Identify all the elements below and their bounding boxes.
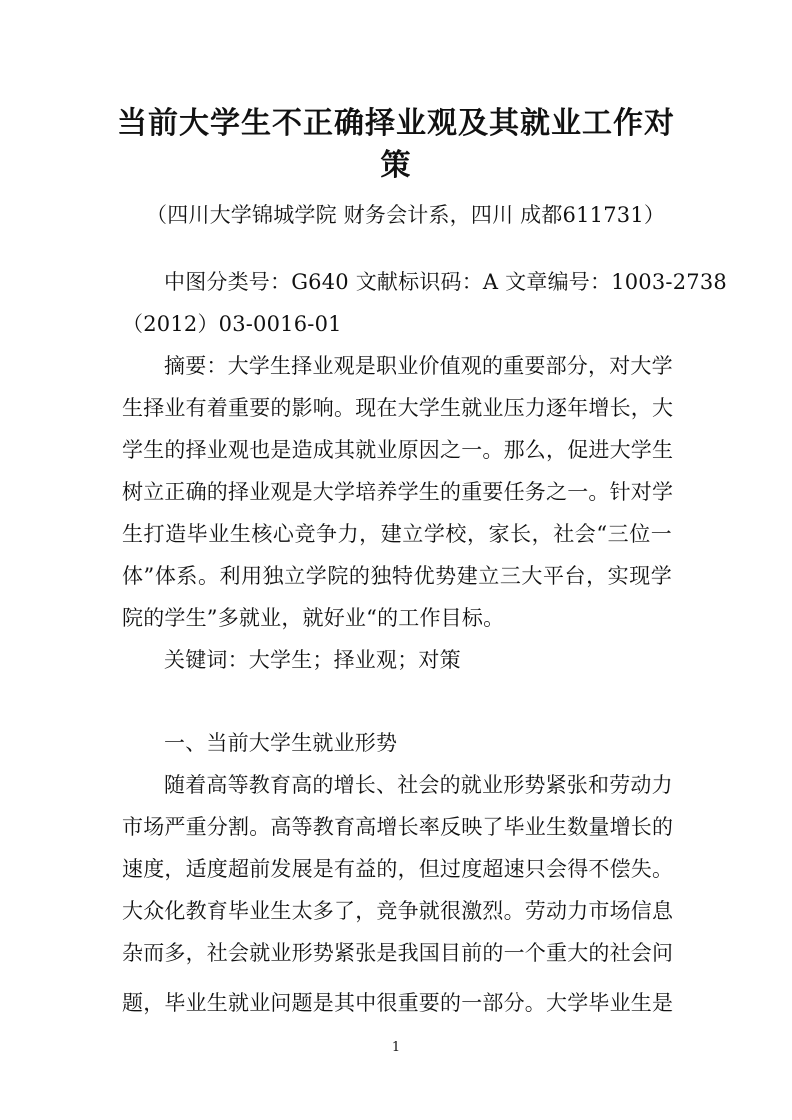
title-line-1: 当前大学生不正确择业观及其就业工作对	[117, 106, 675, 141]
body-line: 大众化教育毕业生太多了，竞争就很激烈。劳动力市场信息	[122, 899, 674, 923]
classification-line-1: 中图分类号：G640 文献标识码：A 文章编号：1003-2738	[164, 270, 727, 294]
body-line: 随着高等教育高的增长、社会的就业形势紧张和劳动力	[164, 773, 673, 797]
abstract-line: 院的学生”多就业，就好业“的工作目标。	[122, 606, 505, 630]
page-number: 1	[391, 1040, 401, 1055]
keywords: 关键词：大学生；择业观；对策	[164, 648, 461, 672]
abstract-line: 体”体系。利用独立学院的独特优势建立三大平台，实现学	[122, 564, 672, 588]
body-line: 题，毕业生就业问题是其中很重要的一部分。大学毕业生是	[122, 991, 674, 1015]
abstract-line: 生择业有着重要的影响。现在大学生就业压力逐年增长，大	[122, 396, 674, 420]
body-line: 速度，适度超前发展是有益的，但过度超速只会得不偿失。	[122, 857, 674, 881]
body-line: 市场严重分割。高等教育高增长率反映了毕业生数量增长的	[122, 815, 674, 839]
abstract-line: 学生的择业观也是造成其就业原因之一。那么，促进大学生	[122, 438, 674, 462]
abstract-line: 树立正确的择业观是大学培养学生的重要任务之一。针对学	[122, 480, 674, 504]
body-line: 杂而多，社会就业形势紧张是我国目前的一个重大的社会问	[122, 941, 674, 965]
title-line-2: 策	[380, 148, 412, 183]
abstract-line: 生打造毕业生核心竞争力，建立学校，家长，社会“三位一	[122, 522, 672, 546]
affiliation: （四川大学锦城学院 财务会计系，四川 成都611731）	[146, 203, 666, 227]
classification-line-2: （2012）03-0016-01	[122, 312, 342, 336]
section-heading: 一、当前大学生就业形势	[164, 731, 398, 755]
abstract-line: 摘要：大学生择业观是职业价值观的重要部分，对大学	[164, 354, 673, 378]
